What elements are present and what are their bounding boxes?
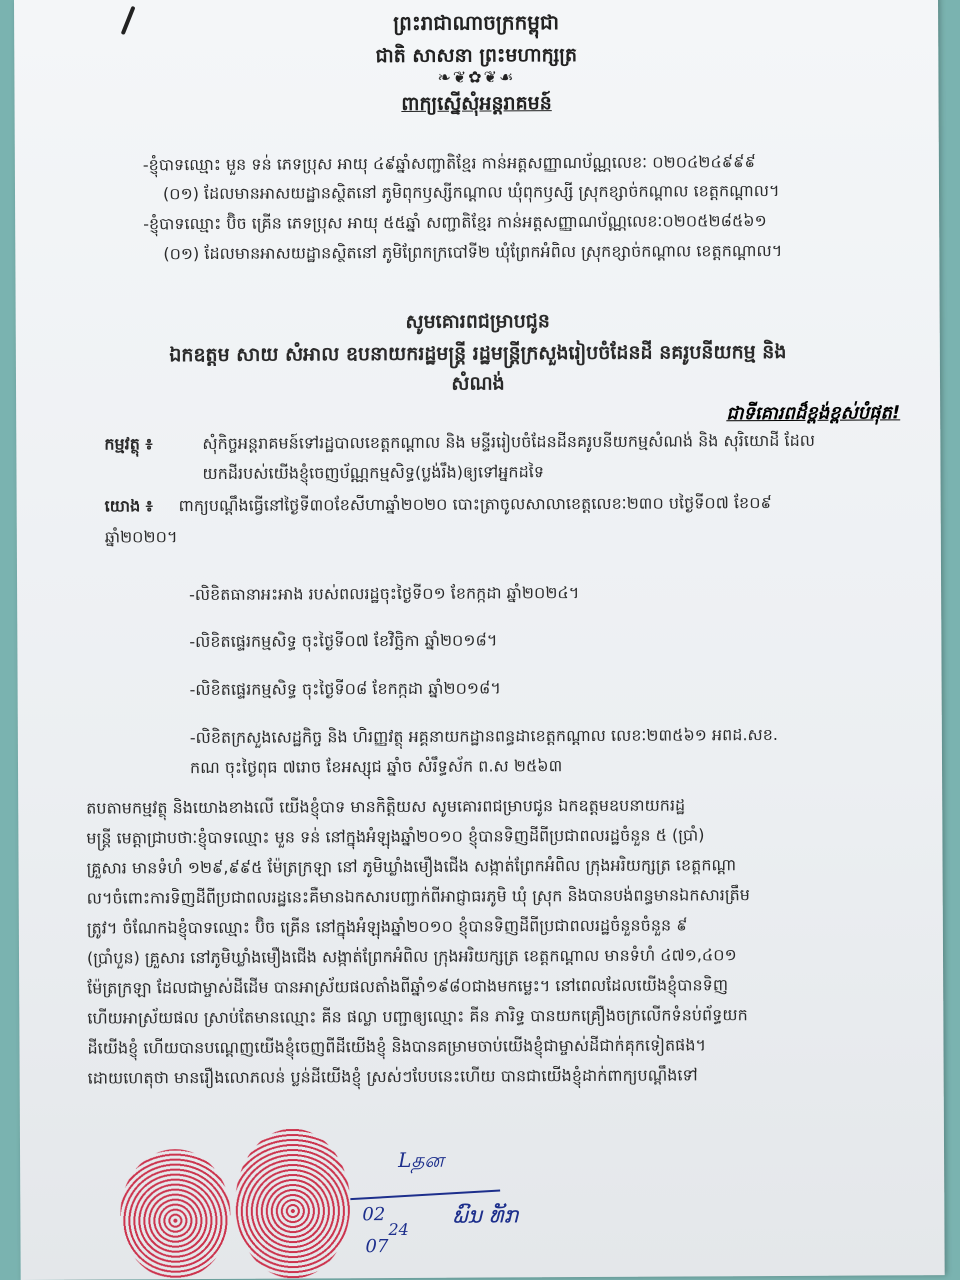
ornament-divider: ❧❦✿❦☙ (437, 67, 516, 87)
body-line-10: ដោយហេតុថា មានរឿងលោភលន់ ប្លន់ដីយើងខ្ញុំ ស្រស់ៗបែបនេះហើយ បានជាយើងខ្ញុំដាក់ពាក្យបណ្តឹងទៅ (87, 1065, 698, 1088)
subject-line-1: សុំកិច្ចអន្តរាគមន៍ទៅរដ្ឋបាលខេត្តកណ្តាល និង មន្ទីររៀបចំដែនដីនគរូបនីយកម្មសំណង់ និង សុរិយោដី ដែល (202, 430, 815, 454)
body-line-8: ហើយអាស្រ័យផល ស្រាប់តែមានឈ្មោះ គីន ផល្លា បញ្ជាឲ្យឈ្មោះ គីន ភារិទ្ធ បានយកគ្រឿងចក្រលើកទំនប់ព័ទ្ធយក (87, 1005, 748, 1028)
reference-label: យោង ៖ (104, 496, 153, 516)
document-page (14, 0, 945, 1280)
reference-line-1: ពាក្យបណ្តឹងធ្វើនៅថ្ងៃទី៣០ខែសីហាឆ្នាំ២០២០ បោះត្រាចូលសាលាខេត្តលេខៈ២៣០ បថ្ងៃទី០៧ ខែ០៩ (178, 493, 772, 516)
subject-line-2: យកដីរបស់យើងខ្ញុំចេញប័ណ្ណកម្មសិទ្ធ(ប្លង់រឹង)ឲ្យទៅអ្នកដទៃ (202, 462, 544, 484)
applicant-2-line-1: -ខ្ញុំបាទឈ្មោះ ប៊ិច គ្រើន ភេទប្រុស អាយុ ៥៥ឆ្នាំ សញ្ជាតិខ្មែរ កាន់អត្តសញ្ញាណប័ណ្ណលេខៈ០២០៥២៨៥៦១ (143, 211, 767, 234)
signature-date-month: 07 (365, 1236, 389, 1258)
reference-item-4-cont: កណ ចុះថ្ងៃពុធ ៧រោច ខែអស្សុជ ឆ្នាំច សំរឹទ្ធស័ក ព.ស ២៥៦៣ (189, 756, 563, 778)
recipient-intro: សូមគោរពជម្រាបជូន (405, 310, 550, 333)
signature-name: ພົນ ທັກ (452, 1203, 519, 1229)
reference-item-2: -លិខិតផ្ទេរកម្មសិទ្ធ ចុះថ្ងៃទី០៧ ខែវិច្ឆិកា ឆ្នាំ២០១៨។ (189, 630, 498, 652)
signature-date-year: 24 (388, 1219, 409, 1240)
body-line-5: ត្រូវ។ ចំណែកឯខ្ញុំបាទឈ្មោះ ប៊ិច គ្រើន នៅក្នុងអំឡុងឆ្នាំ២០១០ ខ្ញុំបានទិញដីពីប្រជាពលរដ្ឋចំនួនចំនួន ៩ (86, 915, 688, 938)
body-line-2: មន្ត្រី មេត្តាជ្រាបថាៈខ្ញុំបាទឈ្មោះ មួន ទន់ នៅក្នុងអំឡុងឆ្នាំ២០១០ ខ្ញុំបានទិញដីពីប្រជាពលរដ្ឋចំនួន ៥ (ប្រាំ) (86, 825, 705, 848)
recipient-line-2: សំណង់ (451, 372, 505, 395)
applicant-1-line-2: (០១) ដែលមានអាសយដ្ឋានស្ថិតនៅ ភូមិពុកឫស្សីកណ្តាល ឃុំពុកឫស្សី ស្រុកខ្សាច់កណ្តាល ខេត្តកណ្តាល។ (162, 180, 780, 204)
honorific-closing: ជាទីគោរពដ៏ខ្ពង់ខ្ពស់បំផុត! (726, 402, 901, 425)
recipient-line-1: ឯកឧត្តម សាយ សំអាល ឧបនាយករដ្ឋមន្ត្រី រដ្ឋមន្ត្រីក្រសួងរៀបចំដែនដី នគរូបនីយកម្ម និង (169, 340, 787, 367)
body-line-9: ដីយើងខ្ញុំ ហើយបានបណ្តេញយើងខ្ញុំចេញពីដីយើងខ្ញុំ និងបានគម្រាមចាប់យើងខ្ញុំជាម្ចាស់ដីជាក់គុកទៀតផង។ (87, 1035, 707, 1058)
body-line-6: (ប្រាំបួន) គ្រួសារ នៅភូមិឃ្លាំងមឿងជើង សង្កាត់ព្រែកអំពិល ក្រុងអរិយក្សត្រ ខេត្តកណ្តាល មានទំហំ ៤៧១,៤០១ (86, 945, 737, 968)
kingdom-heading: ព្រះរាជាណាចក្រកម្ពុជា (393, 10, 560, 36)
signature-underline (350, 1190, 500, 1201)
document-title: ពាក្យស្នើសុំអន្តរាគមន៍ (401, 92, 552, 115)
body-line-7: ម៉ែត្រក្រឡា ដែលជាម្ចាស់ដីដើម បានអាស្រ័យផលតាំងពីឆ្នាំ១៩៨០ជាងមកម្លេះ។ នៅពេលដែលយើងខ្ញុំបានទិញ (87, 975, 729, 998)
body-line-4: ល។ចំពោះការទិញដីពីប្រជាពលរដ្ឋនេះគឺមានឯកសារបញ្ជាក់ពីអាជ្ញាធរភូមិ ឃុំ ស្រុក និងបានបង់ពន្ធមានឯកសារត្រឹម (86, 885, 750, 908)
reference-item-3: -លិខិតផ្ទេរកម្មសិទ្ធ ចុះថ្ងៃទី០៨ ខែកក្កដា ឆ្នាំ២០១៨។ (189, 678, 501, 700)
thumbprint-1 (120, 1149, 231, 1280)
subject-label: កម្មវត្ថុ ៖ (104, 434, 153, 454)
reference-line-2: ឆ្នាំ២០២០។ (104, 527, 178, 547)
applicant-1-line-1: -ខ្ញុំបាទឈ្មោះ មួន ទន់ ភេទប្រុស អាយុ ៤៩ឆ្នាំសញ្ជាតិខ្មែរ កាន់អត្តសញ្ញាណប័ណ្ណលេខៈ ០២០៤២៤៩៩៩ (142, 152, 756, 175)
thumbprint-2 (235, 1128, 351, 1279)
body-line-3: គ្រួសារ មានទំហំ ១២៩,៩៩៥ ម៉ែត្រក្រឡា នៅ ភូមិឃ្លាំងមឿងជើង សង្កាត់ព្រែកអំពិល ក្រុងអរិយក្សត្រ ខេត្តកណ្តា (86, 855, 737, 878)
body-line-1: តបតាមកម្មវត្ថុ និងយោងខាងលើ យើងខ្ញុំបាទ មានកិត្តិយស សូមគោរពជម្រាបជូន ឯកឧត្តមឧបនាយករដ្ឋ (86, 795, 686, 818)
signature-mark: Lதன (398, 1147, 444, 1173)
applicant-2-line-2: (០១) ដែលមានអាសយដ្ឋានស្ថិតនៅ ភូមិព្រែកក្របៅទី២ ឃុំព្រែកអំពិល ស្រុកខ្សាច់កណ្តាល ខេត្តកណ្តាល។ (163, 240, 783, 264)
reference-item-4: -លិខិតក្រសួងសេដ្ឋកិច្ច និង ហិរញ្ញវត្ថុ អគ្គនាយកដ្ឋានពន្ធដាខេត្តកណ្តាល លេខៈ២៣៥៦១ អពដ.សខ. (189, 725, 779, 748)
signature-date-day: 02 (362, 1204, 386, 1226)
reference-item-1: -លិខិតធានាអះអាង របស់ពលរដ្ឋចុះថ្ងៃទី០១ ខែកក្កដា ឆ្នាំ២០២៤។ (189, 583, 580, 605)
motto-heading: ជាតិ សាសនា ព្រះមហាក្សត្រ (375, 44, 578, 68)
